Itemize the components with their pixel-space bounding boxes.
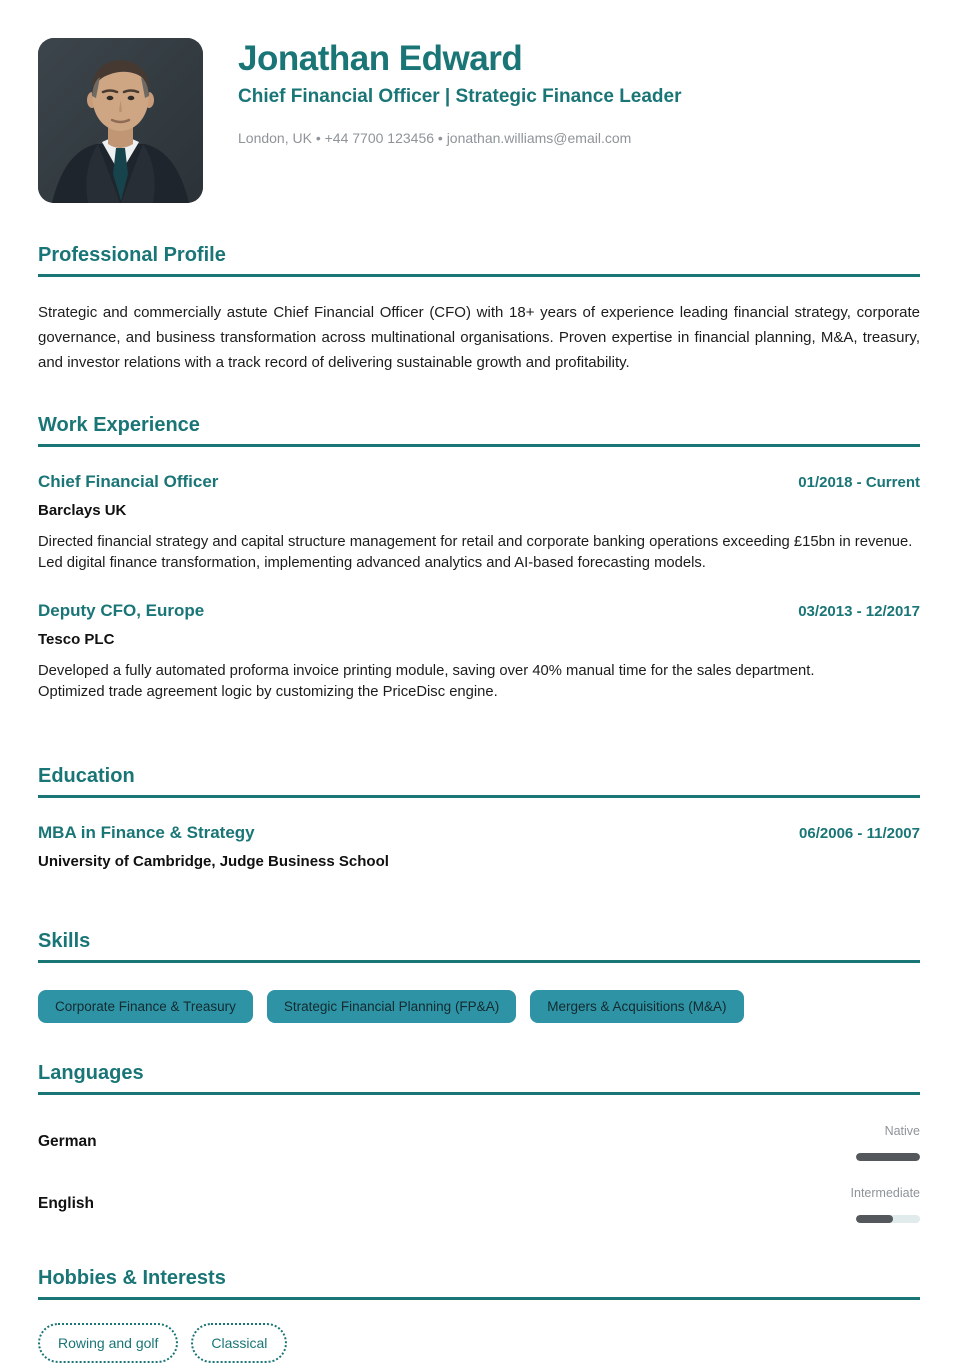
job-description-line: Optimized trade agreement logic by customizing the PriceDisc engine. — [38, 684, 498, 700]
language-level-label: Intermediate — [850, 1185, 920, 1200]
section-work-experience — [38, 414, 920, 703]
language-name: English — [38, 1195, 94, 1212]
language-row — [38, 1181, 920, 1227]
job-description — [38, 661, 920, 703]
hobby-badge: Classical — [191, 1323, 287, 1363]
language-row — [38, 1119, 920, 1165]
section-skills — [38, 930, 920, 1023]
job-entry — [38, 472, 920, 574]
job-description-line: Developed a fully automated proforma invoice printing module, saving over 40% manual time for the sales department. — [38, 663, 815, 679]
person-title: Chief Financial Officer | Strategic Finance Leader — [238, 85, 682, 107]
language-level-label: Native — [884, 1123, 920, 1138]
section-languages — [38, 1062, 920, 1227]
language-level — [856, 1124, 920, 1161]
profile-summary-text: Strategic and commercially astute Chief Financial Officer (CFO) with 18+ years of experience leading financial strategy, corporate governance, and business transformation across multinational organisations. Proven expertise in financial planning, M&A, treasury, and investor relations with a track record of delivering sustainable growth and profitability. — [38, 304, 920, 371]
education-entry-header — [38, 823, 920, 843]
section-education — [38, 765, 920, 870]
language-proficiency-bar — [856, 1215, 920, 1223]
job-dates: 03/2013 - 12/2017 — [798, 603, 920, 620]
section-heading-skills: Skills — [38, 930, 920, 963]
skills-badge-row — [38, 990, 920, 1023]
header-text — [238, 38, 682, 146]
hobbies-badge-row — [38, 1323, 920, 1363]
education-entry — [38, 823, 920, 870]
school-name: University of Cambridge, Judge Business School — [38, 853, 389, 870]
job-description-line: Led digital finance transformation, implementing advanced analytics and AI-based forecasting models. — [38, 555, 706, 571]
degree-title: MBA in Finance & Strategy — [38, 823, 255, 842]
section-heading-education: Education — [38, 765, 920, 798]
language-proficiency-bar — [856, 1153, 920, 1161]
section-hobbies — [38, 1267, 920, 1363]
job-company: Tesco PLC — [38, 631, 115, 648]
section-professional-profile — [38, 244, 920, 375]
job-entry — [38, 601, 920, 703]
job-dates: 01/2018 - Current — [798, 474, 920, 491]
skill-badge: Strategic Financial Planning (FP&A) — [267, 990, 516, 1023]
contact-info: London, UK • +44 7700 123456 • jonathan.williams@email.com — [238, 129, 632, 146]
portrait-illustration — [38, 38, 203, 203]
section-heading-languages: Languages — [38, 1062, 920, 1095]
hobby-badge: Rowing and golf — [38, 1323, 178, 1363]
section-heading-experience: Work Experience — [38, 414, 920, 447]
job-title: Deputy CFO, Europe — [38, 601, 205, 620]
job-entry-header — [38, 601, 920, 621]
education-dates: 06/2006 - 11/2007 — [799, 825, 920, 842]
section-heading-hobbies: Hobbies & Interests — [38, 1267, 920, 1300]
job-entry-header — [38, 472, 920, 492]
language-proficiency-fill — [856, 1215, 893, 1223]
job-description — [38, 532, 920, 574]
skill-badge: Corporate Finance & Treasury — [38, 990, 253, 1023]
person-name: Jonathan Edward — [238, 39, 523, 78]
resume-header — [38, 38, 920, 203]
job-description-line: Directed financial strategy and capital structure management for retail and corporate banking operations exceeding £15bn in revenue. — [38, 534, 913, 550]
skill-badge: Mergers & Acquisitions (M&A) — [530, 990, 743, 1023]
profile-photo — [38, 38, 203, 203]
language-name: German — [38, 1133, 97, 1150]
job-company: Barclays UK — [38, 502, 127, 519]
language-proficiency-fill — [856, 1153, 920, 1161]
language-level — [851, 1186, 920, 1223]
section-heading-profile: Professional Profile — [38, 244, 920, 277]
job-title: Chief Financial Officer — [38, 472, 219, 491]
